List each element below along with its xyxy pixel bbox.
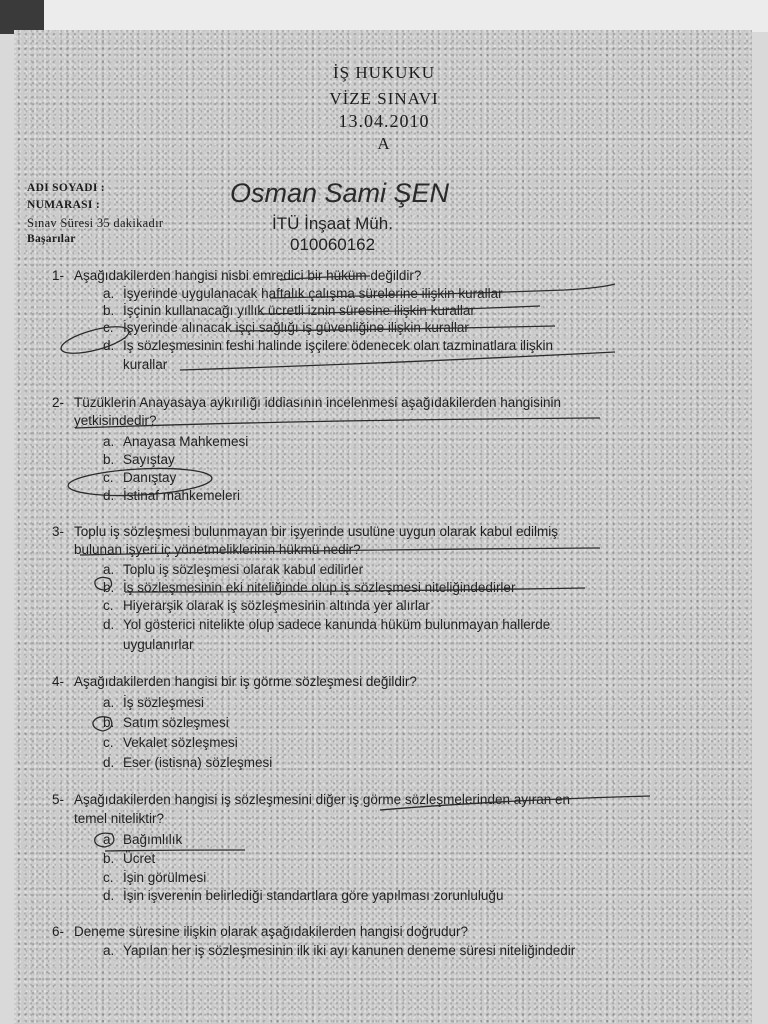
option-1d-continued: kurallar — [123, 357, 168, 372]
option-6a: a. Yapılan her iş sözleşmesinin ilk iki ayı kanunen deneme süresi niteliğindedir — [103, 943, 576, 958]
option-5c: c. İşin görülmesi — [103, 870, 207, 885]
option-2c: c. Danıştay — [103, 470, 177, 485]
name-label: ADI SOYADI : — [27, 182, 105, 194]
exam-date: 13.04.2010 — [338, 111, 430, 131]
option-4c: c. Vekalet sözleşmesi — [103, 735, 238, 750]
option-5b: b. Ücret — [103, 851, 156, 866]
option-2b: b. Sayıştay — [103, 452, 175, 467]
question-2: 2- Tüzüklerin Anayasaya aykırılığı iddiasının incelenmesi aşağıdakilerden hangisinin — [52, 395, 562, 410]
duration-label: Sınav Süresi 35 dakikadır — [27, 216, 164, 230]
option-1a: a. İşyerinde uygulanacak haftalık çalışma sürelerine ilişkin kurallar — [103, 286, 503, 301]
option-4d: d. Eser (istisna) sözleşmesi — [103, 755, 273, 770]
question-text: Aşağıdakilerden hangisi nisbi emredici bir hüküm değildir? — [74, 268, 422, 283]
option-2a: a. Anayasa Mahkemesi — [103, 434, 249, 449]
question-5: 5- Aşağıdakilerden hangisi iş sözleşmesini diğer iş görme sözleşmelerinden ayıran en — [52, 792, 570, 807]
success-label: Başarılar — [27, 233, 76, 245]
number-label: NUMARASI : — [27, 199, 100, 211]
option-5d: d. İşin işverenin belirlediği standartlara göre yapılması zorunluluğu — [103, 888, 504, 903]
option-4a: a. İş sözleşmesi — [103, 695, 205, 710]
question-3: 3- Toplu iş sözleşmesi bulunmayan bir işyerinde usulüne uygun olarak kabul edilmiş — [52, 524, 559, 539]
scan-edge — [0, 0, 768, 32]
question-number: 1- — [52, 268, 65, 283]
student-number: 010060162 — [290, 235, 376, 254]
question-1 — [52, 268, 421, 283]
question-5-continued: temel niteliktir? — [74, 811, 165, 826]
exam-group: A — [377, 134, 391, 153]
student-name: Osman Sami ŞEN — [230, 178, 450, 208]
option-2d: d. İstinaf mahkemeleri — [103, 488, 241, 503]
option-3d-continued: uygulanırlar — [123, 637, 194, 652]
option-1d: d. İş sözleşmesinin feshi halinde işçilere ödenecek olan tazminatlara ilişkin — [103, 338, 553, 353]
exam-type-title: VİZE SINAVI — [329, 89, 439, 108]
question-2-continued: yetkisindedir? — [74, 413, 157, 428]
option-1c: c. İşyerinde alınacak işçi sağlığı iş güvenliğine ilişkin kurallar — [103, 320, 469, 335]
option-3b: b. İş sözleşmesinin eki niteliğinde olup iş sözleşmesi niteliğindedirler — [103, 580, 516, 595]
question-3-continued: bulunan işyeri iç yönetmeliklerinin hükmü nedir? — [74, 542, 361, 557]
scan-shadow — [0, 0, 44, 34]
option-5a: a. Bağımlılık — [103, 832, 183, 847]
exam-course-title: İŞ HUKUKU — [332, 63, 436, 82]
student-department: İTÜ İnşaat Müh. — [272, 214, 393, 233]
option-3d: d. Yol gösterici nitelikte olup sadece kanunda hüküm bulunmayan hallerde — [103, 617, 551, 632]
option-3c: c. Hiyerarşik olarak iş sözleşmesinin altında yer alırlar — [103, 598, 430, 613]
question-6: 6- Deneme süresine ilişkin olarak aşağıdakilerden hangisi doğrudur? — [52, 924, 468, 939]
option-4b: b. Satım sözleşmesi — [103, 715, 229, 730]
question-4: 4- Aşağıdakilerden hangisi bir iş görme sözleşmesi değildir? — [52, 674, 417, 689]
option-3a: a. Toplu iş sözleşmesi olarak kabul edilirler — [103, 562, 364, 577]
option-1b: b. İşçinin kullanacağı yıllık ücretli iznin süresine ilişkin kurallar — [103, 303, 475, 318]
